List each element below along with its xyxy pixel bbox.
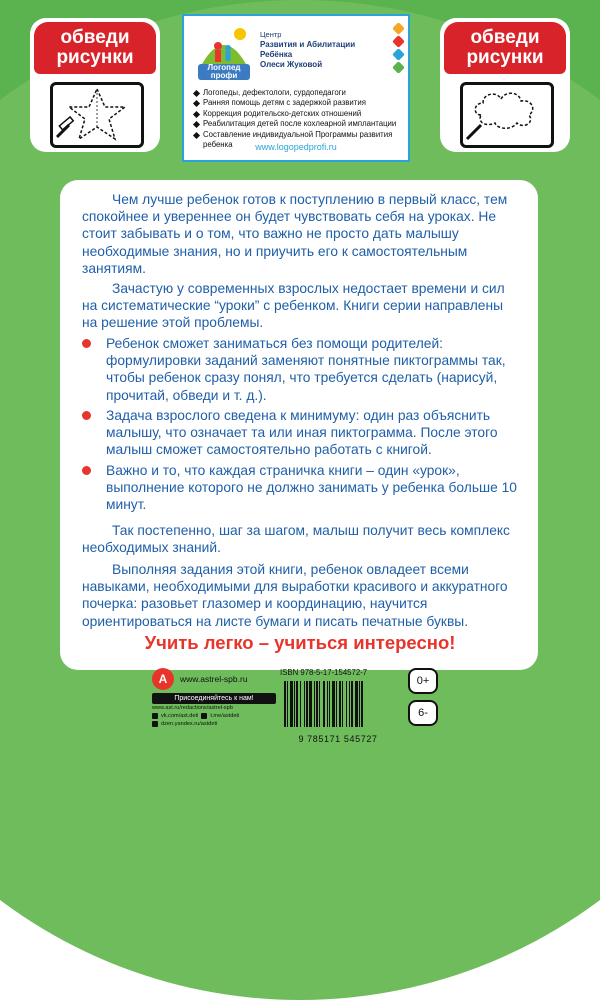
service-item: Ранняя помощь детям с задержкой развития	[194, 98, 404, 108]
cloud-trace-icon	[460, 82, 554, 148]
paragraph-1: Чем лучше ребенок готов к поступлению в первый класс, тем спокойнее и увереннее он будет чувствовать себя на уроках. Не стоит забывать и о том, что важно не просто дать малышу необходимые знания, но и приучить его к самостоятельным занятиям.	[82, 192, 508, 276]
paragraph-4: Выполняя задания этой книги, ребенок овладеет всеми навыками, необходимыми для выработки красивого и аккуратного почерка: разовьет глазомер и координацию, научится ориентироваться на листе бумаги и писать печатные буквы.	[82, 562, 508, 629]
right-title-line1: обведи	[470, 27, 540, 48]
publisher-info	[152, 668, 276, 728]
barcode-digits: 9 785171 545727	[298, 734, 378, 744]
isbn-text: ISBN 978-5-17-154572-7	[280, 668, 368, 677]
center-line3: Олеси Жуковой	[260, 60, 323, 69]
left-trace-card-title	[34, 22, 156, 74]
service-item: Составление индивидуальной Программы развития ребенка	[194, 130, 404, 151]
telegram-link[interactable]: t.me/astdeti	[210, 713, 240, 719]
description-panel	[60, 180, 538, 670]
heart-icon	[392, 61, 405, 74]
age-rating-0: 0+	[408, 668, 438, 694]
paragraph-3: Так постепенно, шаг за шагом, малыш получит весь комплекс необходимых знаний.	[82, 523, 510, 556]
service-item: Коррекция родительско-детских отношений	[194, 109, 404, 119]
right-title-line2: рисунки	[466, 47, 544, 68]
heart-icon	[392, 35, 405, 48]
logo-text-1: Логопед	[207, 63, 241, 72]
center-name	[260, 30, 378, 70]
bullet-1: Ребенок сможет заниматься без помощи родителей: формулировки заданий заменяют понятные пиктограммы так, чтобы ребенок сразу понял, что требуется сделать (нарисуй, прочитай, обведи и т. д.).	[82, 335, 518, 404]
vk-icon	[152, 713, 158, 719]
bullet-3: Важно и то, что каждая страничка книги – один «урок», выполнение которого не должно занимать у ребенка больше 10 минут.	[82, 462, 518, 514]
center-line1: Центр	[260, 30, 282, 39]
publisher-site-link[interactable]: www.astrel-spb.ru	[180, 674, 248, 684]
bullet-2: Задача взрослого сведена к минимуму: один раз объяснить малышу, что означает та или иная пиктограмма. После этого малыш сможет самостоятельно работать с книгой.	[82, 407, 518, 459]
left-title-line1: обведи	[60, 27, 130, 48]
logo-text-2: профи	[210, 71, 238, 80]
service-item: Логопеды, дефектологи, сурдопедагоги	[194, 88, 404, 98]
logoped-profi-info-card	[182, 14, 410, 162]
dzen-link[interactable]: dzen.yandex.ru/astdeti	[161, 721, 218, 727]
right-trace-card-title	[444, 22, 566, 74]
logoped-url-link[interactable]: www.logopedprofi.ru	[255, 142, 337, 152]
vk-link[interactable]: vk.com/ast.deti	[161, 713, 199, 719]
slogan: Учить легко – учиться интересно!	[144, 632, 456, 653]
astrel-logo-icon: A	[152, 668, 174, 690]
heart-icons	[394, 24, 404, 76]
paragraph-2: Зачастую у современных взрослых недостает времени и сил на систематические “уроки” с ребенком. Книги серии направлены на решение этой проблемы.	[82, 281, 505, 331]
logo-label	[198, 64, 250, 80]
right-trace-card	[440, 18, 570, 152]
dzen-icon	[152, 721, 158, 727]
heart-icon	[392, 22, 405, 35]
join-banner: Присоединяйтесь к нам!	[152, 693, 276, 704]
star-trace-icon	[50, 82, 144, 148]
left-title-line2: рисунки	[56, 47, 134, 68]
heart-icon	[392, 48, 405, 61]
left-trace-card	[30, 18, 160, 152]
redaction-link[interactable]: www.ast.ru/redactions/astrel-spb	[152, 705, 233, 711]
age-rating-6: 6-	[408, 700, 438, 726]
barcode	[280, 679, 396, 731]
isbn-block	[280, 668, 396, 744]
service-item: Реабилитация детей после кохлеарной имплантации	[194, 119, 404, 129]
telegram-icon	[201, 713, 207, 719]
center-line2: Развития и Абилитации Ребёнка	[260, 40, 356, 59]
